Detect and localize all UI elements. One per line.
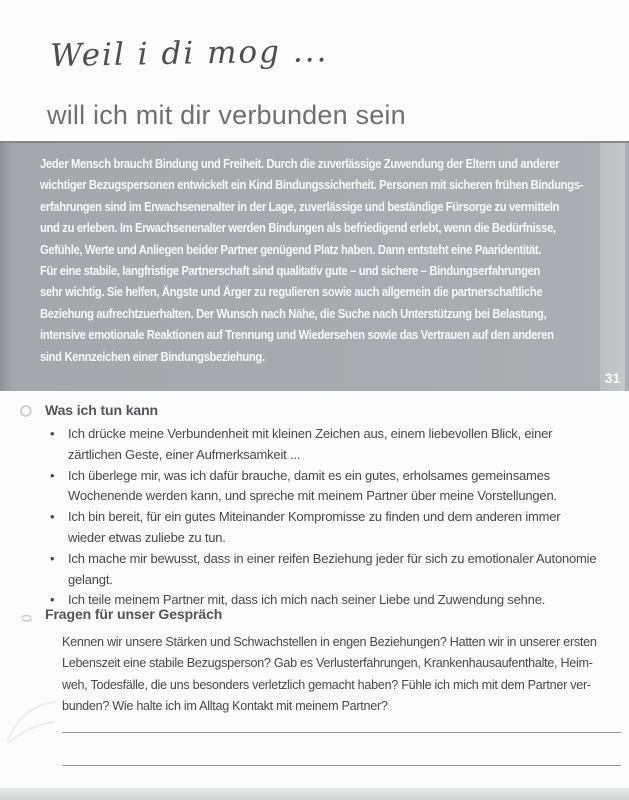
intro-text-line: und zu erleben. Im Erwachsenenalter werden Bindungen als befriedigend erlebt, wenn die Bedürfnisse,	[40, 221, 556, 236]
todo-bullet-item: • Ich teile meinem Partner mit, dass ich mich nach seiner Liebe und Zuwendung sehne.	[48, 590, 600, 611]
intro-text-line: sind Kennzeichen einer Bindungsbeziehung.	[40, 349, 265, 364]
section-heading-questions: Fragen für unser Gespräch	[45, 606, 223, 622]
intro-text-line: intensive emotionale Reaktionen auf Trennung und Wiedersehen sowie das Vertrauen auf den anderen	[40, 328, 554, 343]
intro-text-line: Jeder Mensch braucht Bindung und Freiheit. Durch die zuverlässige Zuwendung der Eltern und anderer	[40, 157, 560, 171]
questions-paragraph	[62, 631, 618, 716]
question-text-line: Kennen wir unsere Stärken und Schwachstellen in engen Beziehungen? Hatten wir in unserer ersten	[62, 634, 597, 649]
intro-text-line: Beziehung aufrechtzuerhalten. Der Wunsch nach Nähe, die Suche nach Unterstützung bei Belastung,	[40, 306, 547, 321]
answer-ruled-line	[62, 765, 621, 766]
question-text-line: bunden? Wie halte ich im Alltag Kontakt mit meinem Partner?	[62, 697, 388, 713]
intro-text-line: Gefühle, Werte und Anliegen beider Partner genügend Platz haben. Dann entsteht eine Paaridentität.	[40, 242, 542, 257]
todo-bullet-list	[48, 424, 600, 611]
todo-bullet-item: • Ich überlege mir, was ich dafür brauche, damit es ein gutes, erholsames gemeinsames Wochenende werden kann, und spreche mit meinem Partner über meine Vorstellungen.	[48, 466, 600, 508]
page-edge-strip	[600, 143, 625, 391]
page-title: will ich mit dir verbunden sein	[47, 100, 406, 130]
brush-swirl-icon	[19, 611, 34, 629]
todo-bullet-item: • Ich mache mir bewusst, dass in einer reifen Beziehung jeder für sich zu emotionaler Autonomie gelangt.	[48, 549, 600, 591]
page-number: 31	[604, 370, 621, 386]
answer-ruled-line	[62, 732, 621, 733]
intro-paragraph	[40, 154, 629, 368]
leaf-watermark-icon	[4, 696, 62, 751]
question-text-line: weh, Todesfälle, die uns besonders verletzlich gemacht haben? Fühle ich mich mit dem Partner ver-	[62, 676, 591, 692]
section-heading-todo: Was ich tun kann	[45, 402, 159, 418]
page-bottom-edge	[0, 788, 629, 800]
intro-text-line: Für eine stabile, langfristige Partnerschaft sind qualitativ gute – und sichere – Bindungserfahrungen	[40, 264, 541, 279]
todo-bullet-item: • Ich drücke meine Verbundenheit mit kleinen Zeichen aus, einem liebevollen Blick, einer zärtlichen Geste, einer Aufmerksamkeit ...	[48, 424, 600, 466]
brush-circle-icon	[19, 404, 33, 423]
intro-text-line: wichtiger Bezugspersonen entwickelt ein Kind Bindungssicherheit. Personen mit sicheren frühen Bindungs-	[40, 178, 584, 193]
chapter-motto: Weil i di mog ...	[50, 33, 329, 74]
intro-text-box	[0, 141, 629, 391]
intro-text-line: sehr wichtig. Sie helfen, Ängste und Ärger zu regulieren sowie auch allgemein die partnerschaftliche	[40, 285, 543, 300]
question-text-line: Lebenszeit eine stabile Bezugsperson? Gab es Verlusterfahrungen, Krankenhausaufenthalte, Heim-	[62, 655, 593, 671]
intro-text-line: erfahrungen sind im Erwachsenenalter in der Lage, zuverlässige und beständige Fürsorge zu vermitteln	[40, 199, 560, 214]
todo-bullet-item: • Ich bin bereit, für ein gutes Miteinander Kompromisse zu finden und dem anderen immer wieder etwas zuliebe zu tun.	[48, 507, 600, 549]
